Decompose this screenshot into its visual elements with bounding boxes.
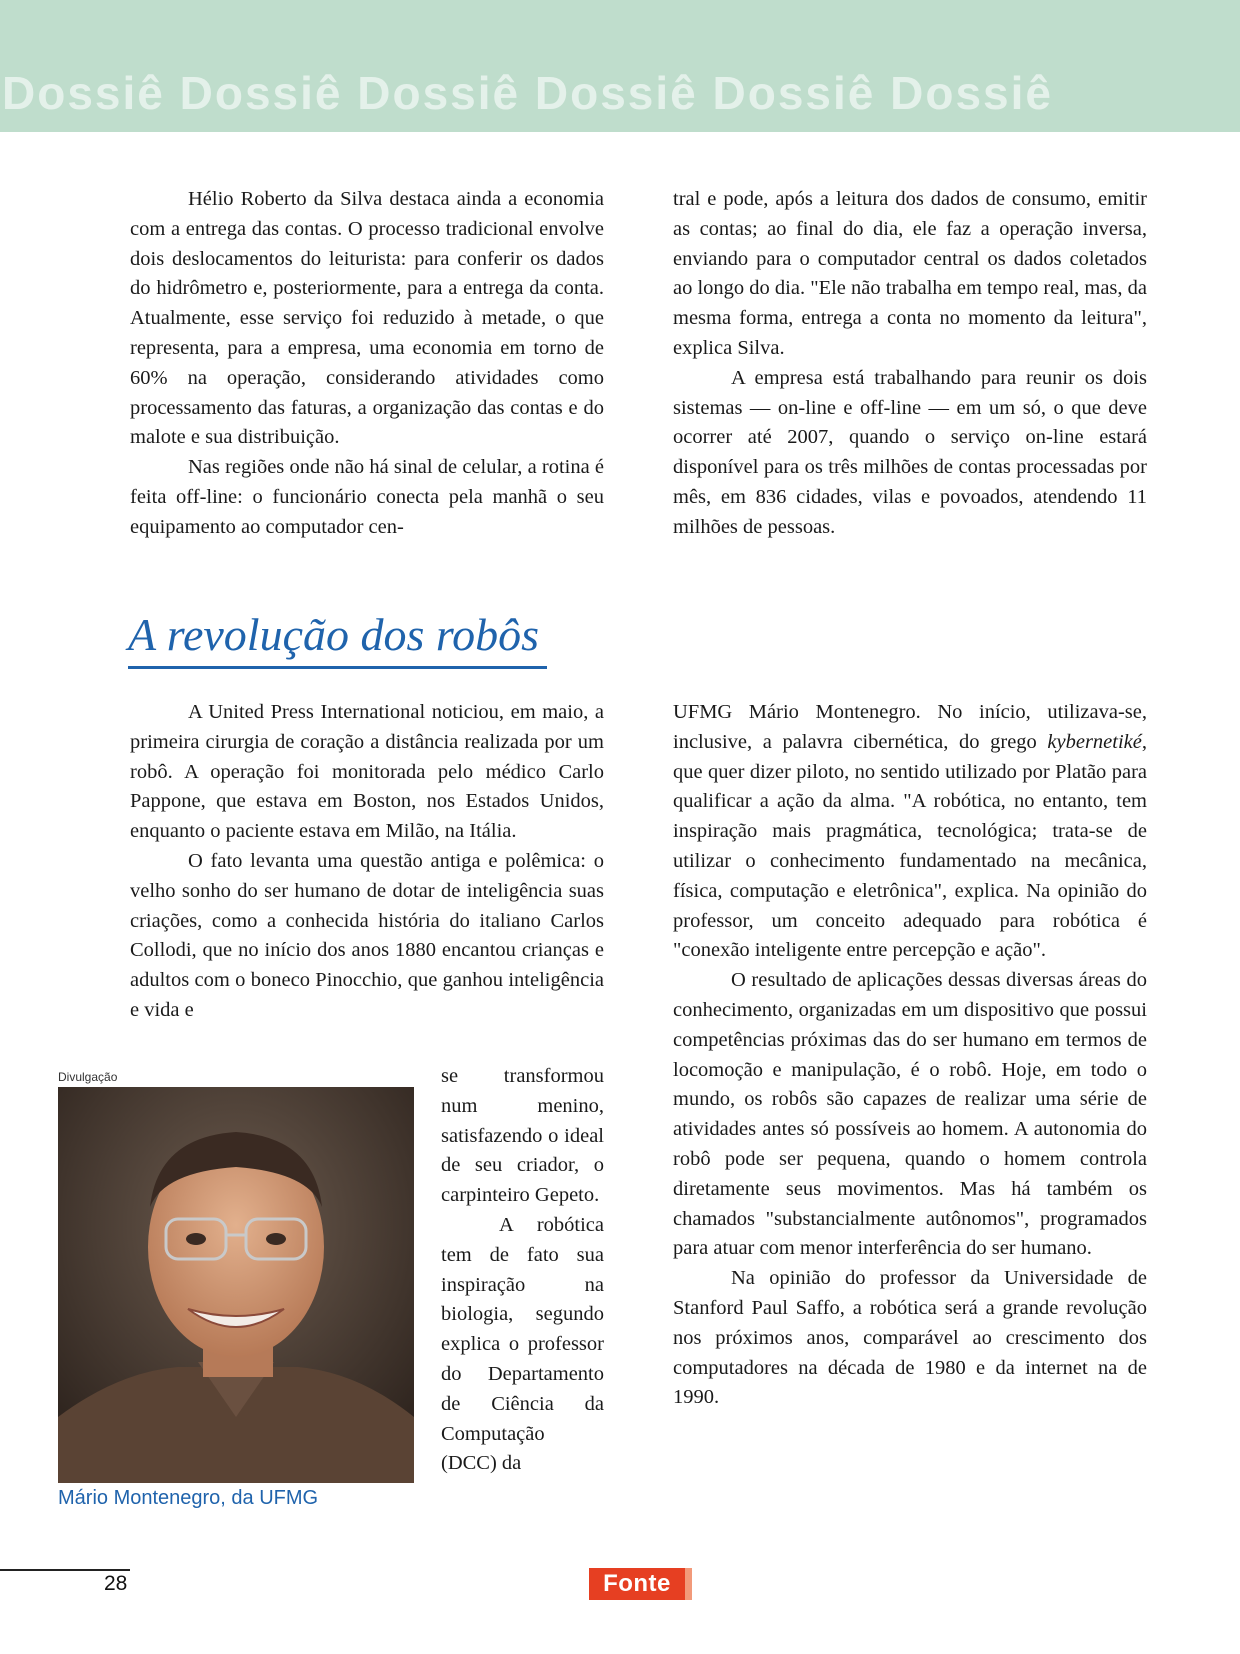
article-paragraph: Na opinião do professor da Universidade de Stanford Paul Saffo, a robótica será a grande revolução nos próximos anos, comparável ao crescimento dos computadores na década de 1980 e da internet na de 1990. xyxy=(673,1267,1147,1409)
intro-paragraph: Hélio Roberto da Silva destaca ainda a economia com a entrega das contas. O processo tradicional envolve dois deslocamentos do leiturista: para conferir os dados do hidrômetro e, posteriormente, para a entrega da conta. Atualmente, esse serviço foi reduzido à metade, o que representa, para a empresa, uma economia em torno de 60% na operação, considerando atividades como processamento das faturas, a organização das contas e do malote e sua distribuição. xyxy=(130,188,604,449)
article-paragraph xyxy=(673,698,1147,966)
section-title-underline xyxy=(128,666,547,669)
photo-credit: Divulgação xyxy=(58,1070,118,1084)
fonte-logo: Fonte xyxy=(589,1568,692,1600)
article-column-left-narrow xyxy=(441,1062,604,1479)
greek-term: kybernetiké xyxy=(1047,730,1142,753)
intro-column-right xyxy=(673,185,1147,543)
section-title: A revolução dos robôs xyxy=(128,609,539,660)
banner-text: Dossiê Dossiê Dossiê Dossiê Dossiê Dossiê xyxy=(2,67,1053,119)
portrait-photo xyxy=(58,1087,414,1483)
page-number: 28 xyxy=(104,1572,128,1595)
portrait-illustration xyxy=(58,1087,414,1483)
intro-column-left xyxy=(130,185,604,543)
header-banner xyxy=(0,0,1240,132)
article-paragraph: A robótica tem de fato sua inspiração na biologia, segundo explica o professor do Departamento de Ciência da Computação (DCC) da xyxy=(441,1213,604,1475)
intro-paragraph: A empresa está trabalhando para reunir os dois sistemas — on-line e off-line — em um só, o que deve ocorrer até 2007, quando o serviço on-line estará disponível para os três milhões de contas processadas por mês, em 836 cidades, vilas e povoados, atendendo 11 milhões de pessoas. xyxy=(673,366,1147,538)
paragraph-text: , que quer dizer piloto, no sentido utilizado por Platão para qualificar a ação da alma. "A robótica, no entanto, tem inspiração mais pragmática, tecnológica; trata-se de utilizar o conhecimento fundamentado na mecânica, física, computação e eletrônica", explica. Na opinião do professor, um conceito adequado para robótica é "conexão inteligente entre percepção e ação". xyxy=(673,730,1147,962)
article-paragraph: O resultado de aplicações dessas diversas áreas do conhecimento, organizadas em um dispositivo que possui competências próximas das do ser humano em termos de locomoção e manipulação, é o robô. Hoje, em todo o mundo, os robôs são capazes de realizar uma série de atividades antes só possíveis ao homem. A autonomia do robô pode ser pequena, quando o homem controla diretamente seus movimentos. Mas há também os chamados "substancialmente autônomos", programados para atuar com menor interferência do ser humano. xyxy=(673,969,1147,1260)
intro-paragraph: tral e pode, após a leitura dos dados de consumo, emitir as contas; ao final do dia, ele faz a operação inversa, enviando para o computador central os dados coletados ao longo do dia. "Ele não trabalha em tempo real, mas, da mesma forma, entrega a conta no momento da leitura", explica Silva. xyxy=(673,188,1148,359)
article-column-left xyxy=(130,698,604,1026)
article-paragraph: se transformou num menino, satisfazendo o ideal de seu criador, o carpinteiro Gepeto. xyxy=(441,1065,604,1207)
article-paragraph: A United Press International noticiou, em maio, a primeira cirurgia de coração a distância realizada por um robô. A operação foi monitorada pelo médico Carlo Pappone, que estava em Boston, nos Estados Unidos, enquanto o paciente estava em Milão, na Itália. xyxy=(130,701,604,843)
intro-paragraph: Nas regiões onde não há sinal de celular, a rotina é feita off-line: o funcionário conecta pela manhã o seu equipamento ao computador cen- xyxy=(130,456,604,538)
footer-rule xyxy=(0,1569,130,1571)
article-paragraph: O fato levanta uma questão antiga e polêmica: o velho sonho do ser humano de dotar de inteligência suas criações, como a conhecida história do italiano Carlos Collodi, que no início dos anos 1880 encantou crianças e adultos com o boneco Pinocchio, que ganhou inteligência e vida e xyxy=(130,849,604,1021)
photo-caption: Mário Montenegro, da UFMG xyxy=(58,1487,319,1509)
article-column-right xyxy=(673,698,1147,1413)
paragraph-text: UFMG Mário Montenegro. No início, utilizava-se, inclusive, a palavra cibernética, do grego xyxy=(673,701,1147,753)
